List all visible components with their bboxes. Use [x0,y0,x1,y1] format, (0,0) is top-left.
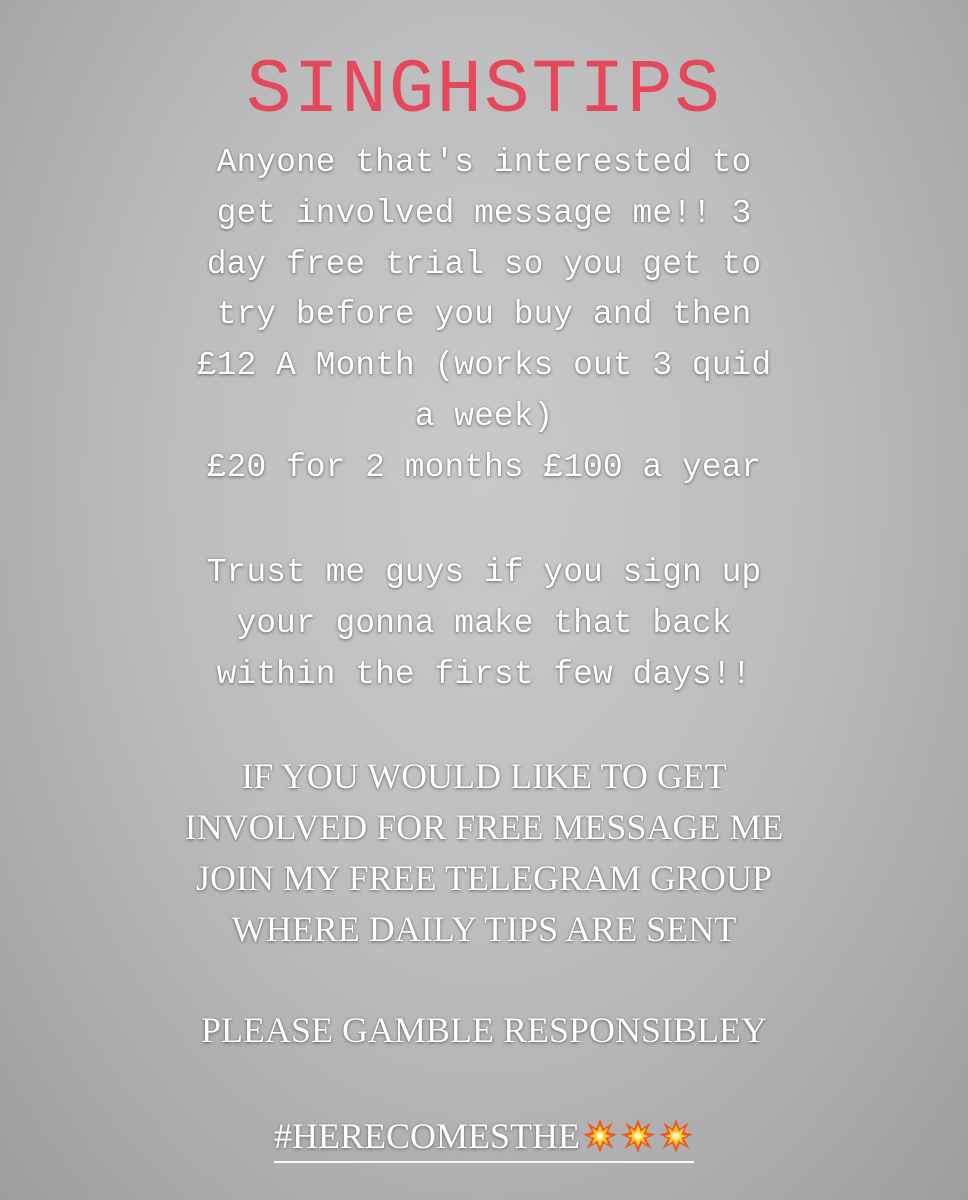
story-title: SINGHSTIPS [245,48,723,134]
trust-text [0,548,968,700]
intro-line: try before you buy and then [216,296,752,334]
intro-line: £12 A Month (works out 3 quid [196,347,772,385]
intro-line: Anyone that's interested to [216,144,752,181]
trust-line: within the first few days!! [216,655,752,693]
intro-line: a week) [414,397,554,435]
trust-line: Trust me guys if you sign up [206,554,762,591]
hashtag-link[interactable] [274,1113,694,1163]
caps-line: WHERE DAILY TIPS ARE SENT [231,909,737,949]
gamble-line: PLEASE GAMBLE RESPONSIBLEY [200,1010,768,1050]
telegram-text [0,751,968,955]
intro-line: get involved message me!! 3 [216,194,752,232]
caps-line: IF YOU WOULD LIKE TO GET [241,756,727,796]
trust-line: your gonna make that back [236,604,732,642]
collision-icon [620,1118,656,1154]
hashtag-sticker[interactable] [0,1108,968,1164]
collision-icon [658,1118,694,1154]
caps-line: JOIN MY FREE TELEGRAM GROUP [195,858,773,898]
intro-line: day free trial so you get to [206,245,762,283]
caps-line: INVOLVED FOR FREE MESSAGE ME [184,807,784,847]
gamble-notice [0,1005,968,1056]
intro-text [0,138,968,494]
pricing-line: £20 for 2 months £100 a year [206,448,762,486]
collision-icon [582,1118,618,1154]
hashtag-text: #HERECOMESTHE [274,1116,580,1156]
